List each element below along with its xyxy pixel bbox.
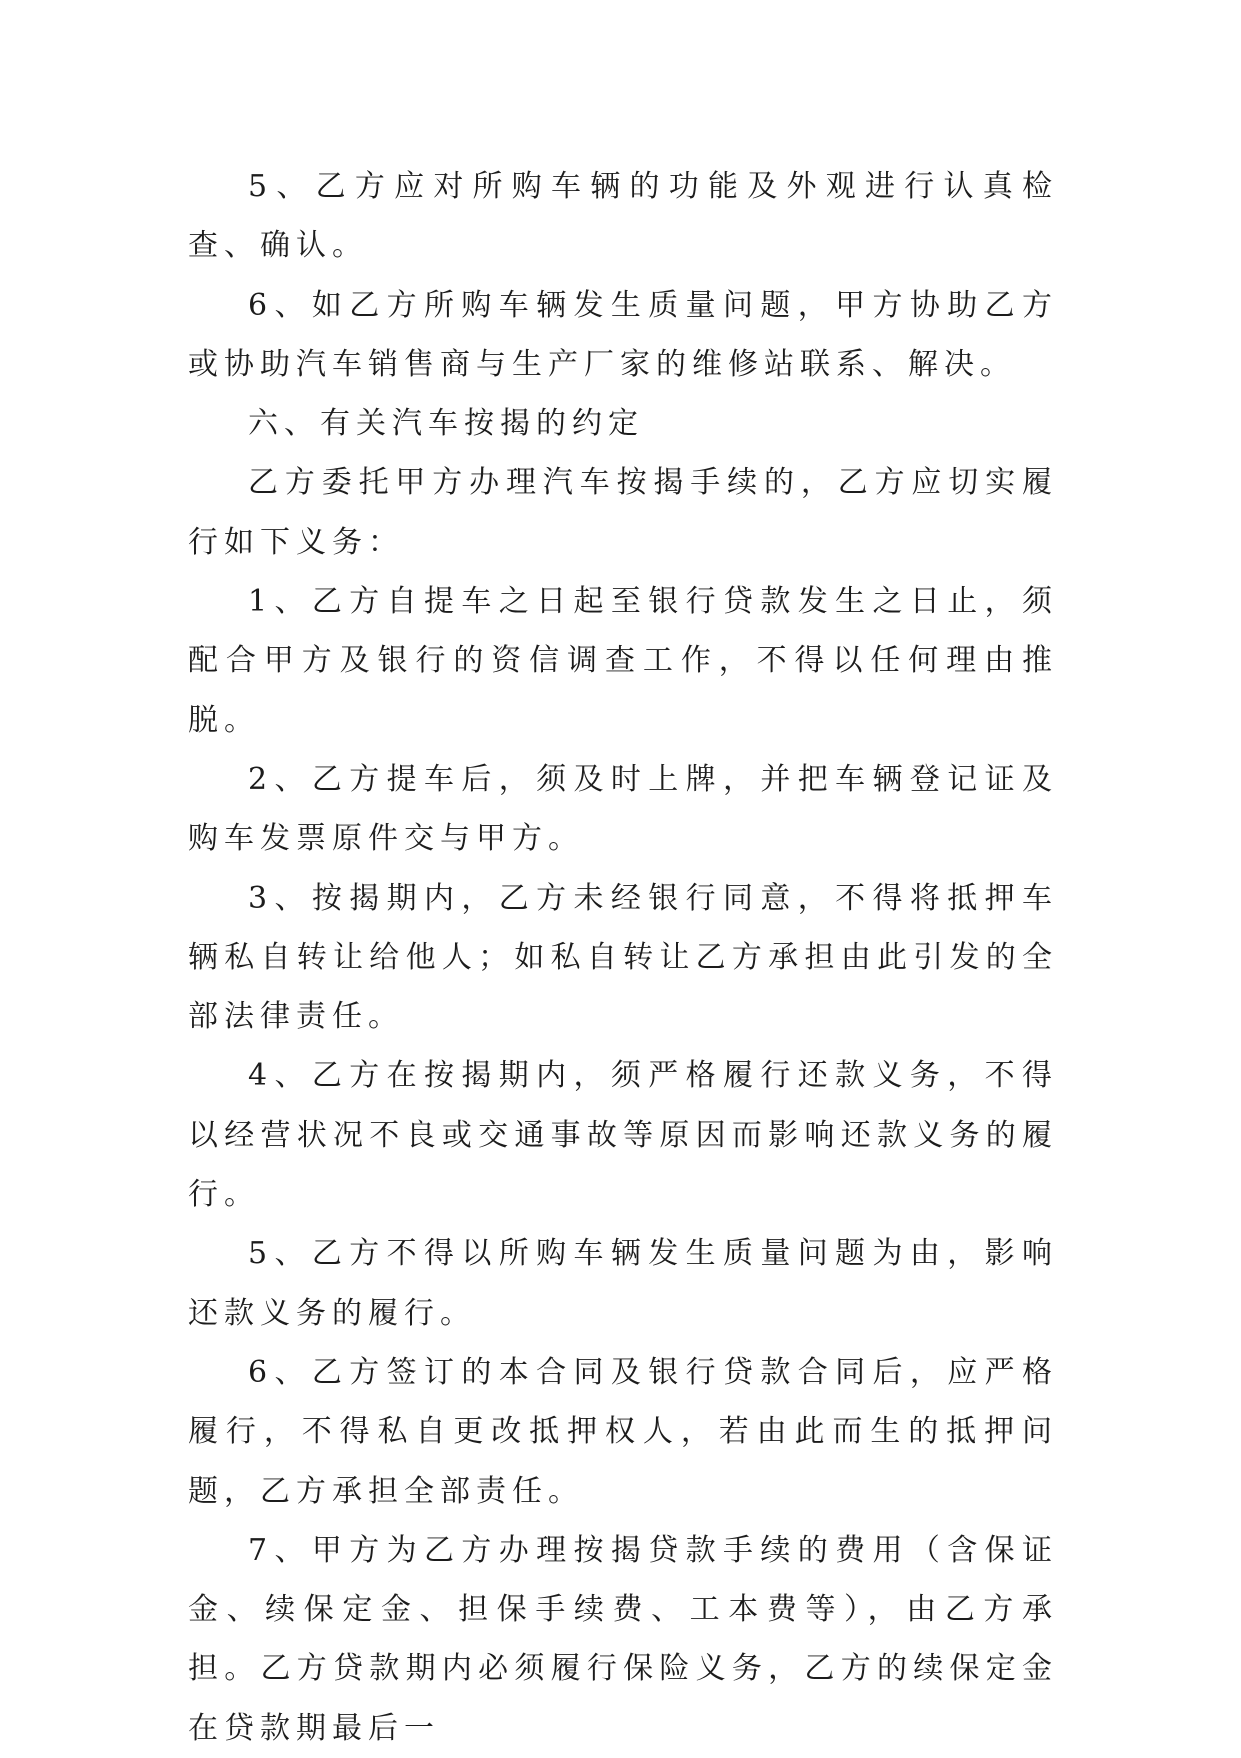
document-body bbox=[188, 157, 1058, 1758]
paragraph-item-6-quality: 6、如乙方所购车辆发生质量问题，甲方协助乙方或协助汽车销售商与生产厂家的维修站联系、解决。 bbox=[188, 287, 1058, 382]
paragraph-mortgage-item-6: 6、乙方签订的本合同及银行贷款合同后，应严格履行，不得私自更改抵押权人，若由此而生的抵押问题，乙方承担全部责任。 bbox=[188, 1354, 1058, 1509]
paragraph-mortgage-item-4: 4、乙方在按揭期内，须严格履行还款义务，不得以经营状况不良或交通事故等原因而影响还款义务的履行。 bbox=[188, 1058, 1058, 1213]
paragraph-mortgage-item-2: 2、乙方提车后，须及时上牌，并把车辆登记证及购车发票原件交与甲方。 bbox=[188, 761, 1058, 857]
section-heading-mortgage: 六、有关汽车按揭的约定 bbox=[248, 406, 644, 442]
paragraph-item-5-inspection: 5、乙方应对所购车辆的功能及外观进行认真检查、确认。 bbox=[188, 169, 1058, 264]
paragraph-mortgage-intro: 乙方委托甲方办理汽车按揭手续的，乙方应切实履行如下义务： bbox=[188, 465, 1058, 560]
paragraph-mortgage-item-3: 3、按揭期内，乙方未经银行同意，不得将抵押车辆私自转让给他人；如私自转让乙方承担由此引发的全部法律责任。 bbox=[188, 880, 1058, 1035]
paragraph-mortgage-item-7: 7、甲方为乙方办理按揭贷款手续的费用（含保证金、续保定金、担保手续费、工本费等），由乙方承担。乙方贷款期内必须履行保险义务，乙方的续保定金在贷款期最后一 bbox=[188, 1532, 1058, 1746]
paragraph-mortgage-item-5: 5、乙方不得以所购车辆发生质量问题为由，影响还款义务的履行。 bbox=[188, 1236, 1058, 1331]
paragraph-mortgage-item-1: 1、乙方自提车之日起至银行贷款发生之日止，须配合甲方及银行的资信调查工作，不得以任何理由推脱。 bbox=[188, 584, 1058, 738]
